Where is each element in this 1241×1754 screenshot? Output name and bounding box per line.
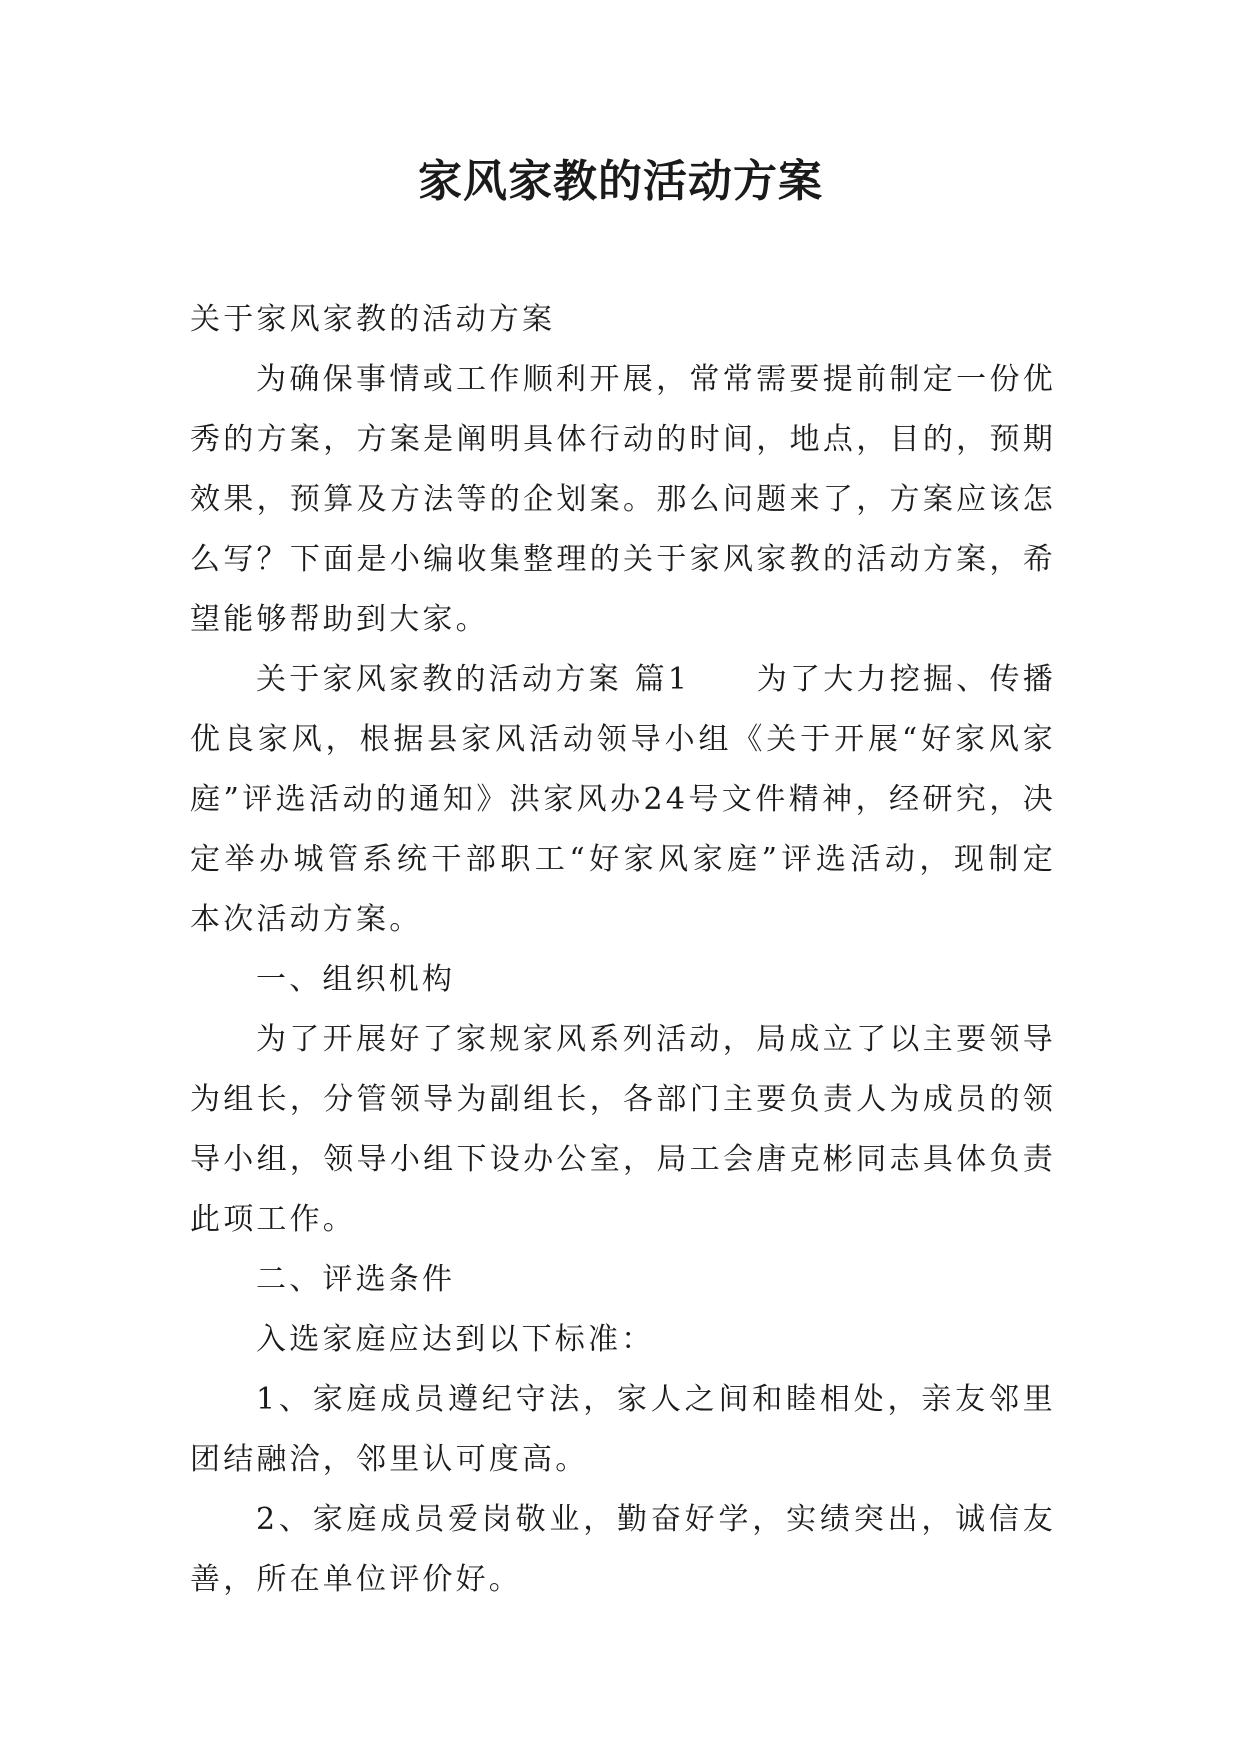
plan-intro-paragraph: 关于家风家教的活动方案 篇1 为了大力挖掘、传播优良家风，根据县家风活动领导小组《关于开展“好家风家庭”评选活动的通知》洪家风办24号文件精神，经研究，决定举办城管系统干部职工“好家风家庭”评选活动，现制定本次活动方案。 [190, 662, 1056, 937]
section-heading-criteria: 二、评选条件 [256, 1262, 456, 1297]
document-subtitle: 关于家风家教的活动方案 [190, 302, 556, 337]
section-heading-organization: 一、组织机构 [256, 962, 456, 997]
criteria-item-2: 2、家庭成员爱岗敬业，勤奋好学，实绩突出，诚信友善，所在单位评价好。 [190, 1502, 1056, 1597]
intro-paragraph: 为确保事情或工作顺利开展，常常需要提前制定一份优秀的方案，方案是阐明具体行动的时间，地点，目的，预期效果，预算及方法等的企划案。那么问题来了，方案应该怎么写？下面是小编收集整理的关于家风家教的活动方案，希望能够帮助到大家。 [190, 362, 1056, 637]
document-body [190, 290, 1056, 1610]
criteria-item-1: 1、家庭成员遵纪守法，家人之间和睦相处，亲友邻里团结融洽，邻里认可度高。 [190, 1382, 1056, 1477]
organization-paragraph: 为了开展好了家规家风系列活动，局成立了以主要领导为组长，分管领导为副组长，各部门主要负责人为成员的领导小组，领导小组下设办公室，局工会唐克彬同志具体负责此项工作。 [190, 1022, 1056, 1237]
criteria-intro-paragraph: 入选家庭应达到以下标准： [256, 1322, 655, 1357]
document-title: 家风家教的活动方案 [418, 156, 823, 207]
